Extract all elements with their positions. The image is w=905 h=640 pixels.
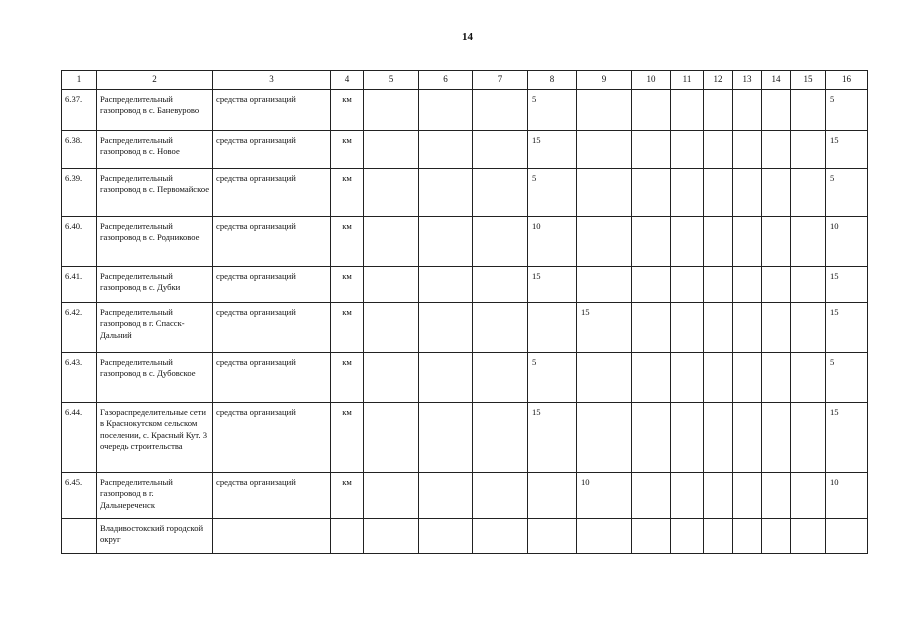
empty-cell [473, 169, 528, 217]
unit-cell: км [331, 473, 364, 519]
empty-cell [762, 131, 791, 169]
empty-cell [704, 169, 733, 217]
table-row [62, 353, 868, 403]
funding-source-cell: средства организаций [213, 473, 331, 519]
empty-cell [762, 473, 791, 519]
table-row [62, 519, 868, 554]
table-row [62, 267, 868, 303]
empty-cell [791, 353, 826, 403]
unit-cell: км [331, 267, 364, 303]
empty-cell [733, 303, 762, 353]
empty-cell [733, 473, 762, 519]
value-col8-cell: 15 [528, 267, 577, 303]
empty-cell [762, 303, 791, 353]
column-number-cell: 16 [826, 71, 868, 90]
empty-cell [733, 169, 762, 217]
value-col9-cell [577, 403, 632, 473]
empty-cell [791, 403, 826, 473]
table-row [62, 169, 868, 217]
item-name-cell: Распределительный газопровод в г. Спасск-Дальний [97, 303, 213, 353]
item-name-cell: Распределительный газопровод в с. Первомайское [97, 169, 213, 217]
empty-cell [733, 403, 762, 473]
empty-cell [791, 473, 826, 519]
table-row [62, 217, 868, 267]
funding-source-cell [213, 519, 331, 554]
funding-source-cell: средства организаций [213, 267, 331, 303]
empty-cell [791, 169, 826, 217]
column-number-cell: 3 [213, 71, 331, 90]
item-number-cell: 6.42. [62, 303, 97, 353]
item-number-cell: 6.43. [62, 353, 97, 403]
empty-cell [364, 473, 419, 519]
empty-cell [364, 403, 419, 473]
empty-cell [473, 519, 528, 554]
empty-cell [762, 403, 791, 473]
funding-source-cell: средства организаций [213, 303, 331, 353]
item-number-cell: 6.44. [62, 403, 97, 473]
value-total-cell: 15 [826, 131, 868, 169]
column-number-cell: 12 [704, 71, 733, 90]
column-number-cell: 13 [733, 71, 762, 90]
empty-cell [632, 267, 671, 303]
empty-cell [791, 267, 826, 303]
unit-cell: км [331, 90, 364, 131]
empty-cell [419, 353, 473, 403]
empty-cell [762, 217, 791, 267]
empty-cell [671, 90, 704, 131]
value-col8-cell: 15 [528, 403, 577, 473]
empty-cell [733, 217, 762, 267]
empty-cell [671, 519, 704, 554]
item-number-cell: 6.45. [62, 473, 97, 519]
empty-cell [762, 90, 791, 131]
empty-cell [704, 267, 733, 303]
page-number: 14 [462, 31, 473, 43]
value-total-cell: 15 [826, 303, 868, 353]
empty-cell [762, 169, 791, 217]
column-number-cell: 11 [671, 71, 704, 90]
empty-cell [671, 303, 704, 353]
unit-cell: км [331, 303, 364, 353]
value-col8-cell: 10 [528, 217, 577, 267]
item-number-cell: 6.41. [62, 267, 97, 303]
empty-cell [473, 217, 528, 267]
empty-cell [762, 519, 791, 554]
table-row [62, 403, 868, 473]
item-number-cell: 6.37. [62, 90, 97, 131]
funding-source-cell: средства организаций [213, 217, 331, 267]
unit-cell: км [331, 403, 364, 473]
empty-cell [419, 90, 473, 131]
empty-cell [704, 519, 733, 554]
value-col9-cell [577, 131, 632, 169]
column-number-cell: 15 [791, 71, 826, 90]
funding-source-cell: средства организаций [213, 403, 331, 473]
empty-cell [791, 217, 826, 267]
item-name-cell: Распределительный газопровод в г. Дальнереченск [97, 473, 213, 519]
funding-source-cell: средства организаций [213, 131, 331, 169]
empty-cell [632, 353, 671, 403]
value-col8-cell [528, 519, 577, 554]
value-col8-cell: 15 [528, 131, 577, 169]
value-col9-cell [577, 353, 632, 403]
funding-source-cell: средства организаций [213, 353, 331, 403]
empty-cell [473, 90, 528, 131]
empty-cell [364, 303, 419, 353]
empty-cell [473, 353, 528, 403]
empty-cell [762, 353, 791, 403]
item-name-cell: Распределительный газопровод в с. Дубки [97, 267, 213, 303]
item-name-cell: Распределительный газопровод в с. Новое [97, 131, 213, 169]
empty-cell [419, 403, 473, 473]
value-col9-cell: 15 [577, 303, 632, 353]
empty-cell [632, 519, 671, 554]
empty-cell [671, 217, 704, 267]
empty-cell [364, 90, 419, 131]
unit-cell: км [331, 169, 364, 217]
value-col9-cell: 10 [577, 473, 632, 519]
empty-cell [733, 353, 762, 403]
empty-cell [704, 217, 733, 267]
empty-cell [364, 169, 419, 217]
empty-cell [632, 403, 671, 473]
value-col8-cell [528, 303, 577, 353]
empty-cell [791, 90, 826, 131]
value-total-cell [826, 519, 868, 554]
empty-cell [671, 473, 704, 519]
item-number-cell [62, 519, 97, 554]
empty-cell [733, 267, 762, 303]
column-number-cell: 7 [473, 71, 528, 90]
empty-cell [632, 131, 671, 169]
empty-cell [762, 267, 791, 303]
value-total-cell: 10 [826, 217, 868, 267]
empty-cell [473, 473, 528, 519]
empty-cell [419, 473, 473, 519]
column-number-cell: 14 [762, 71, 791, 90]
empty-cell [419, 267, 473, 303]
value-col9-cell [577, 267, 632, 303]
empty-cell [419, 217, 473, 267]
value-total-cell: 5 [826, 169, 868, 217]
empty-cell [473, 403, 528, 473]
empty-cell [632, 90, 671, 131]
column-number-cell: 4 [331, 71, 364, 90]
empty-cell [419, 131, 473, 169]
value-total-cell: 5 [826, 353, 868, 403]
empty-cell [704, 353, 733, 403]
column-number-cell: 10 [632, 71, 671, 90]
empty-cell [364, 267, 419, 303]
table-body [62, 71, 868, 554]
value-col9-cell [577, 169, 632, 217]
item-name-cell: Распределительный газопровод в с. Дубовское [97, 353, 213, 403]
empty-cell [473, 131, 528, 169]
empty-cell [364, 353, 419, 403]
empty-cell [671, 353, 704, 403]
item-number-cell: 6.40. [62, 217, 97, 267]
value-total-cell: 15 [826, 403, 868, 473]
empty-cell [704, 403, 733, 473]
empty-cell [704, 303, 733, 353]
funding-source-cell: средства организаций [213, 169, 331, 217]
empty-cell [364, 519, 419, 554]
value-col8-cell: 5 [528, 353, 577, 403]
empty-cell [632, 303, 671, 353]
empty-cell [704, 473, 733, 519]
empty-cell [733, 519, 762, 554]
funding-source-cell: средства организаций [213, 90, 331, 131]
table-row [62, 90, 868, 131]
column-number-cell: 1 [62, 71, 97, 90]
empty-cell [791, 519, 826, 554]
value-col8-cell: 5 [528, 169, 577, 217]
empty-cell [473, 303, 528, 353]
empty-cell [419, 303, 473, 353]
item-name-cell: Распределительный газопровод в с. Баневурово [97, 90, 213, 131]
item-name-cell: Владивостокский городской округ [97, 519, 213, 554]
item-name-cell: Газораспределительные сети в Краснокутском сельском поселении, с. Красный Кут. 3 очередь строительства [97, 403, 213, 473]
empty-cell [364, 217, 419, 267]
column-number-cell: 2 [97, 71, 213, 90]
empty-cell [704, 90, 733, 131]
empty-cell [791, 303, 826, 353]
item-number-cell: 6.38. [62, 131, 97, 169]
value-col8-cell: 5 [528, 90, 577, 131]
empty-cell [671, 267, 704, 303]
unit-cell: км [331, 217, 364, 267]
unit-cell [331, 519, 364, 554]
empty-cell [671, 131, 704, 169]
table-row [62, 131, 868, 169]
column-number-cell: 5 [364, 71, 419, 90]
empty-cell [671, 169, 704, 217]
empty-cell [364, 131, 419, 169]
unit-cell: км [331, 131, 364, 169]
table-row [62, 303, 868, 353]
unit-cell: км [331, 353, 364, 403]
empty-cell [733, 131, 762, 169]
empty-cell [704, 131, 733, 169]
value-total-cell: 15 [826, 267, 868, 303]
table-row [62, 473, 868, 519]
value-col9-cell [577, 217, 632, 267]
empty-cell [632, 473, 671, 519]
value-col9-cell [577, 519, 632, 554]
item-name-cell: Распределительный газопровод в с. Родниковое [97, 217, 213, 267]
value-total-cell: 5 [826, 90, 868, 131]
value-col8-cell [528, 473, 577, 519]
column-number-cell: 6 [419, 71, 473, 90]
program-table [61, 70, 868, 554]
column-number-cell: 8 [528, 71, 577, 90]
empty-cell [671, 403, 704, 473]
empty-cell [473, 267, 528, 303]
empty-cell [419, 519, 473, 554]
value-col9-cell [577, 90, 632, 131]
empty-cell [419, 169, 473, 217]
column-number-cell: 9 [577, 71, 632, 90]
empty-cell [733, 90, 762, 131]
column-number-row [62, 71, 868, 90]
empty-cell [632, 217, 671, 267]
empty-cell [791, 131, 826, 169]
item-number-cell: 6.39. [62, 169, 97, 217]
value-total-cell: 10 [826, 473, 868, 519]
empty-cell [632, 169, 671, 217]
